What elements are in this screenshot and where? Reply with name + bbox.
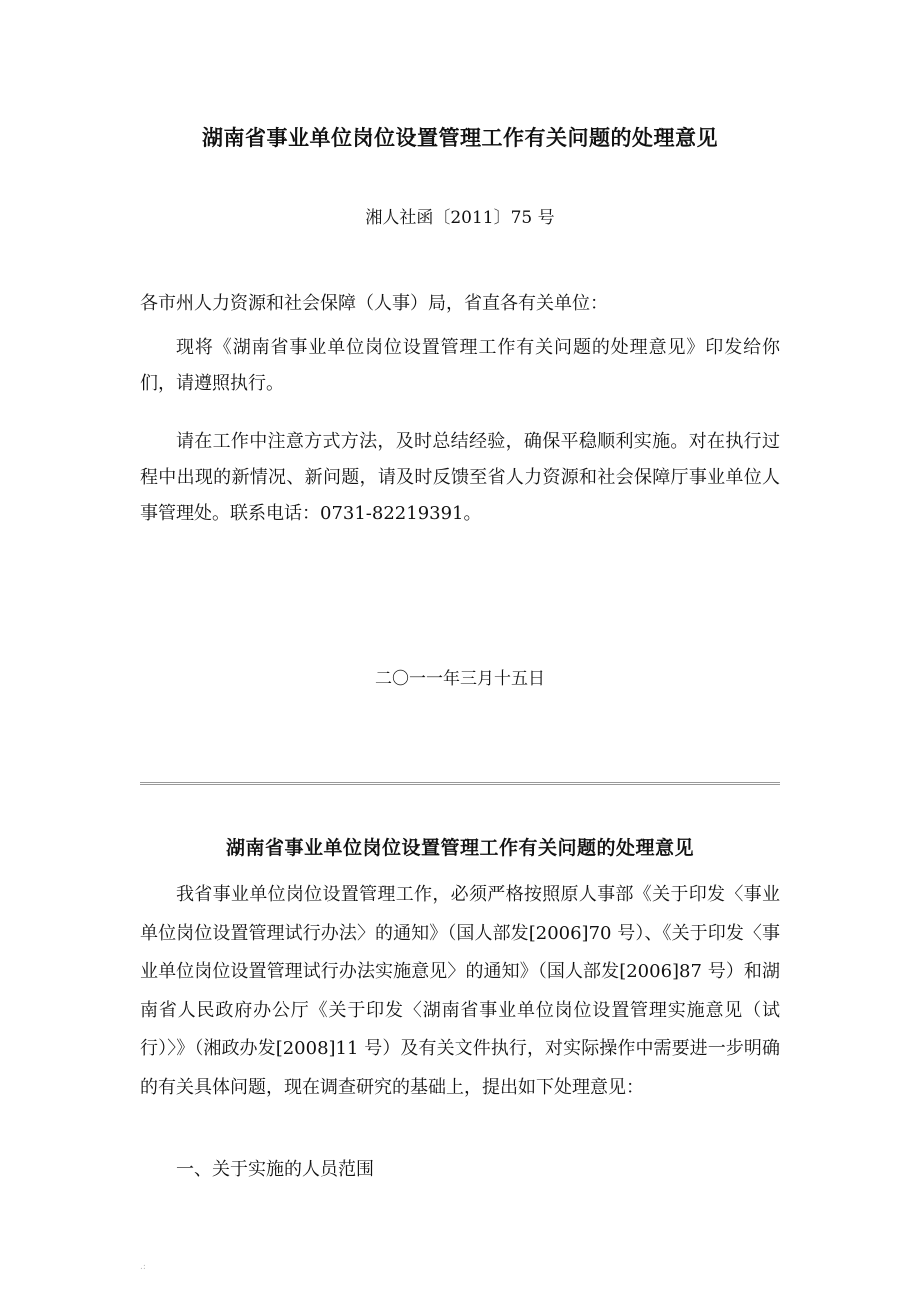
recipient-line: 各市州人力资源和社会保障（人事）局，省直各有关单位： (140, 293, 608, 314)
section-divider (140, 782, 780, 785)
document-number: 湘人社函〔2011〕75 号 (365, 208, 555, 228)
notice-paragraph-1: 现将《湖南省事业单位岗位设置管理工作有关问题的处理意见》印发给你们，请遵照执行。 (140, 337, 780, 394)
section-heading-1: 一、关于实施的人员范围 (176, 1159, 374, 1180)
notice-paragraph-2: 请在工作中注意方式方法，及时总结经验，确保平稳顺利实施。对在执行过程中出现的新情况、新问题，请及时反馈至省人力资源和社会保障厅事业单位人事管理处。联系电话：0731-82219391。 (140, 431, 780, 524)
attachment-intro-paragraph: 我省事业单位岗位设置管理工作，必须严格按照原人事部《关于印发〈事业单位岗位设置管理试行办法〉的通知》（国人部发[2006]70 号）、《关于印发〈事业单位岗位设置管理试行办法实施意见〉的通知》（国人部发[2006]87 号）和湖南省人民政府办公厅《关于印发〈湖南省事业单位岗位设置管理实施意见（试行）〉》（湘政办发[2008]11 号）及有关文件执行，对实际操作中需要进一步明确的有关具体问题，现在调查研究的基础上，提出如下处理意见： (140, 884, 780, 1098)
footer-mark: .: (140, 1262, 146, 1272)
attachment-title: 湖南省事业单位岗位设置管理工作有关问题的处理意见 (225, 837, 694, 859)
document-title: 湖南省事业单位岗位设置管理工作有关问题的处理意见 (202, 126, 718, 150)
issue-date: 二〇一一年三月十五日 (375, 669, 545, 689)
